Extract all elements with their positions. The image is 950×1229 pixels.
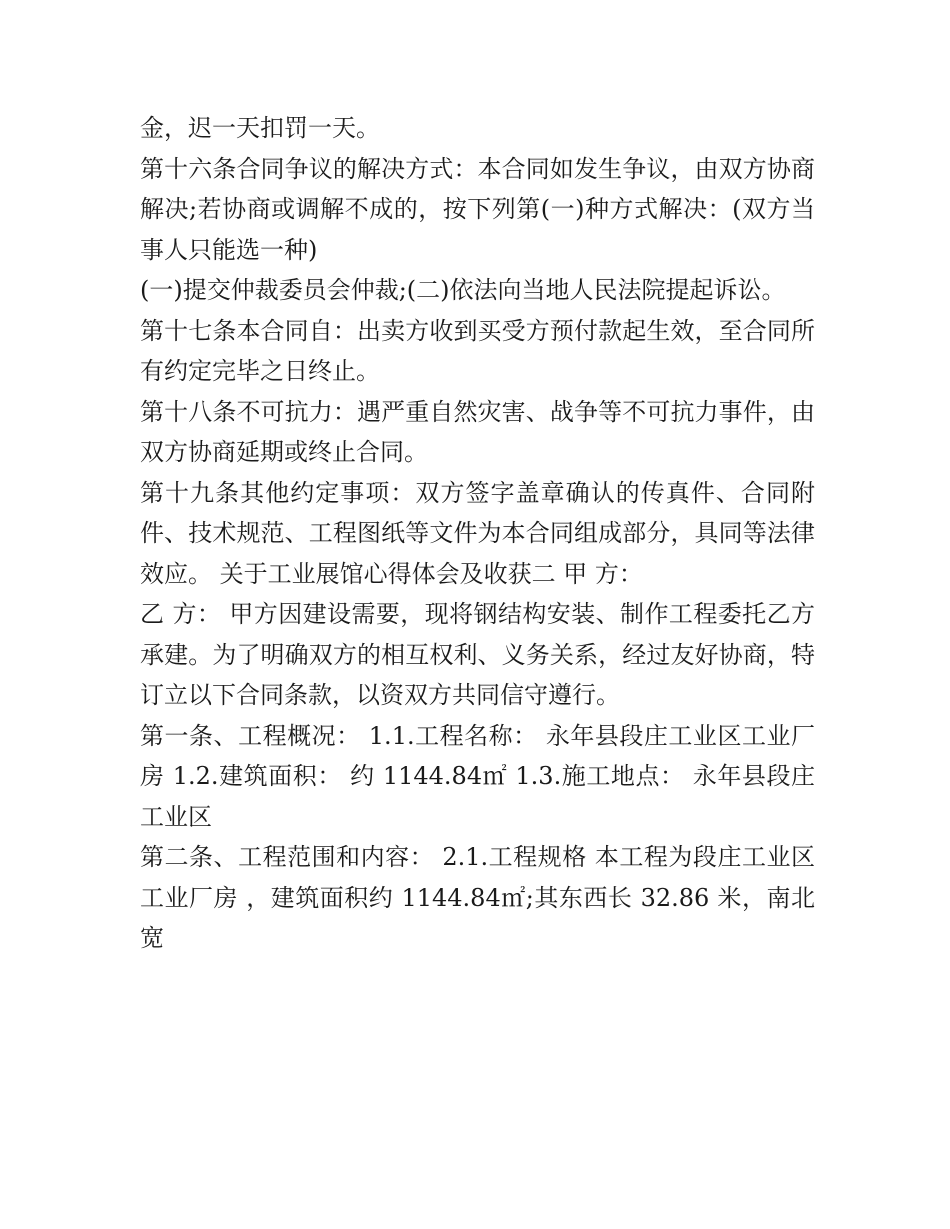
- paragraph-article-18: 第十八条不可抗力：遇严重自然灾害、战争等不可抗力事件，由双方协商延期或终止合同。: [140, 397, 815, 466]
- paragraph-article-2: 第二条、工程范围和内容： 2.1.工程规格 本工程为段庄工业区工业厂房 ，建筑面积约 1144.84㎡;其东西长 32.86 米，南北宽: [140, 843, 815, 952]
- paragraph-dispute-options: (一)提交仲裁委员会仲裁;(二)依法向当地人民法院提起诉讼。: [140, 276, 786, 304]
- document-body: [140, 108, 815, 959]
- paragraph-article-19: 第十九条其他约定事项：双方签字盖章确认的传真件、合同附件、技术规范、工程图纸等文件为本合同组成部分，具同等法律效应。 关于工业展馆心得体会及收获二 甲 方：: [140, 478, 815, 588]
- paragraph-article-1: 第一条、工程概况： 1.1.工程名称： 永年县段庄工业区工业厂房 1.2.建筑面积： 约 1144.84㎡ 1.3.施工地点： 永年县段庄工业区: [140, 721, 815, 831]
- paragraph-article-16: 第十六条合同争议的解决方式：本合同如发生争议，由双方协商解决;若协商或调解不成的，按下列第(一)种方式解决：(双方当事人只能选一种): [140, 154, 815, 264]
- paragraph-party-b: 乙 方： 甲方因建设需要，现将钢结构安装、制作工程委托乙方承建。为了明确双方的相互权利、义务关系，经过友好协商，特订立以下合同条款，以资双方共同信守遵行。: [140, 600, 815, 709]
- paragraph-article-17: 第十七条本合同自：出卖方收到买受方预付款起生效，至合同所有约定完毕之日终止。: [140, 316, 815, 385]
- paragraph-penalty-clause: 金，迟一天扣罚一天。: [140, 114, 380, 142]
